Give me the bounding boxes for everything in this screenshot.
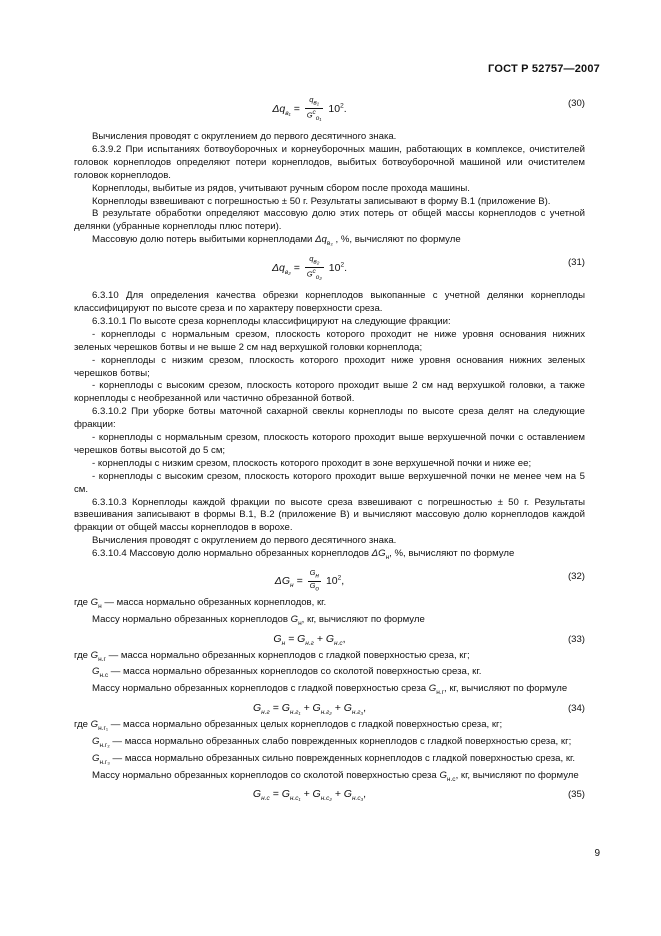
where-clause: $G_{н.с}$ — масса нормально обрезанных корнеплодов со сколотой поверхностью среза, кг. bbox=[92, 666, 482, 680]
formula-35: $G_{н.с} = G_{н.с_1} + G_{н.с_2} + G_{н.с_3}$, (35) bbox=[252, 788, 585, 803]
paragraph: 6.3.10 Для определения качества обрезки корнеплодов выкопанные с учетной делянки корнеплоды классифицируют по высоте среза и по характеру поверхности среза. bbox=[74, 290, 585, 314]
list-item: - корнеплоды с высоким срезом, плоскость которого проходит выше 2 см над верхушкой головки, а также корнеплоды с необрезанной или частично обрезанной ботвой. bbox=[74, 380, 585, 405]
paragraph: Массу нормально обрезанных корнеплодов с гладкой поверхностью среза $G_{н.г}$, кг, вычисляют по формуле bbox=[92, 683, 568, 697]
page-content bbox=[74, 92, 585, 805]
equation-number: (32) bbox=[567, 571, 585, 582]
where-clause: $G_{н.г_2}$ — масса нормально обрезанных слабо поврежденных корнеплодов с гладкой поверхностью среза, кг; bbox=[92, 735, 572, 749]
paragraph: Вычисления проводят с округлением до первого десятичного знака. bbox=[92, 535, 397, 547]
paragraph: 6.3.9.2 При испытаниях ботвоуборочных и корнеуборочных машин, работающих в комплексе, очистителей головок корнеплодов определяют потери корнеплодов, выбитых ботвоуборочной машиной или очистителем головок корнеплодов. bbox=[74, 143, 585, 181]
equation-number: (31) bbox=[567, 257, 585, 269]
list-item: - корнеплоды с нормальным срезом, плоскость которого проходит не ниже уровня основания нижних зеленых черешков ботвы и не выше 2 см над верхушкой головки корнеплода; bbox=[74, 328, 585, 353]
where-clause: $G_{н.г_3}$ — масса нормально обрезанных сильно поврежденных корнеплодов с гладкой поверхностью среза, кг. bbox=[92, 752, 576, 766]
paragraph: Массовую долю потерь выбитыми корнеплодами $\Delta q_{в_2}$ , %, вычисляют по формуле bbox=[92, 234, 461, 248]
formula-31: $\Delta q_{в_2}$ = $\frac{q_{в_2}}{G^с_{о_2}}$ $10^2$. (31) bbox=[271, 254, 585, 281]
equation-number: (30) bbox=[567, 98, 585, 109]
paragraph: Корнеплоды, выбитые из рядов, учитывают ручным сбором после прохода машины. bbox=[92, 182, 470, 194]
equation-number: (33) bbox=[567, 633, 585, 645]
paragraph: 6.3.10.2 При уборке ботвы маточной сахарной свеклы корнеплоды по высоте среза делят на следующие фракции: bbox=[74, 406, 585, 431]
paragraph: 6.3.10.1 По высоте среза корнеплоды классифицируют на следующие фракции: bbox=[92, 315, 451, 327]
equation-number: (35) bbox=[567, 789, 585, 801]
equation-number: (34) bbox=[567, 703, 585, 715]
standard-number: ГОСТ Р 52757—2007 bbox=[488, 63, 600, 75]
list-item: - корнеплоды с низким срезом, плоскость которого проходит в зоне верхушечной почки и ниже ее; bbox=[92, 457, 532, 469]
paragraph: Массу нормально обрезанных корнеплодов $G_н$, кг, вычисляют по формуле bbox=[92, 613, 425, 627]
paragraph: Корнеплоды взвешивают с погрешностью ± 50 г. Результаты записывают в форму В.1 (приложение В). bbox=[92, 195, 551, 207]
list-item: - корнеплоды с высоким срезом, плоскость которого проходит выше верхушечной почки не менее чем на 5 см. bbox=[74, 470, 585, 495]
page-number: 9 bbox=[594, 848, 600, 859]
where-clause: где $G_{н.г}$ — масса нормально обрезанных корнеплодов с гладкой поверхностью среза, кг; bbox=[74, 649, 470, 663]
formula-32: $\Delta G_н$ = $\frac{G_н}{G_о}$ $10^2$, (32) bbox=[274, 568, 585, 592]
formula-34: $G_{н.г} = G_{н.г_1} + G_{н.г_2} + G_{н.г_3}$, (34) bbox=[253, 702, 585, 717]
where-clause: где $G_н$ — масса нормально обрезанных корнеплодов, кг. bbox=[74, 597, 327, 610]
formula-33: $G_н = G_{н.г} + G_{н.с}$, (33) bbox=[273, 632, 585, 647]
formula-30: $\Delta q_{в_1}$ = $\frac{q_{в_1}}{G^с_{о_1}}$ $10^2$. (30) bbox=[272, 95, 585, 122]
paragraph: В результате обработки определяют массовую долю этих потерь от общей массы корнеплодов с учетной делянки (убранные корнеплоды плюс потери). bbox=[74, 208, 585, 233]
list-item: - корнеплоды с нормальным срезом, плоскость которого проходит выше верхушечной почки с оставлением черешков ботвы высотой до 5 см; bbox=[74, 432, 585, 456]
paragraph: 6.3.10.3 Корнеплоды каждой фракции по высоте среза взвешивают с погрешностью ± 50 г. Результаты взвешивания записывают в формы В.1, В.2 (приложение В) и вычисляют массовую долю корнеплодов каждой фракции от общей массы корнеплодов в ворохе. bbox=[74, 496, 585, 534]
paragraph: 6.3.10.4 Массовую долю нормально обрезанных корнеплодов $\Delta G_н$, %, вычисляют по формуле bbox=[92, 548, 515, 562]
paragraph: Массу нормально обрезанных корнеплодов со сколотой поверхностью среза $G_{н.с}$, кг, вычисляют по формуле bbox=[92, 769, 579, 783]
where-clause: где $G_{н.г_1}$ — масса нормально обрезанных целых корнеплодов с гладкой поверхностью среза, кг; bbox=[74, 719, 503, 732]
list-item: - корнеплоды с низким срезом, плоскость которого проходит ниже уровня основания нижних зеленых черешков ботвы; bbox=[74, 354, 585, 379]
paragraph: Вычисления проводят с округлением до первого десятичного знака. bbox=[92, 131, 397, 142]
